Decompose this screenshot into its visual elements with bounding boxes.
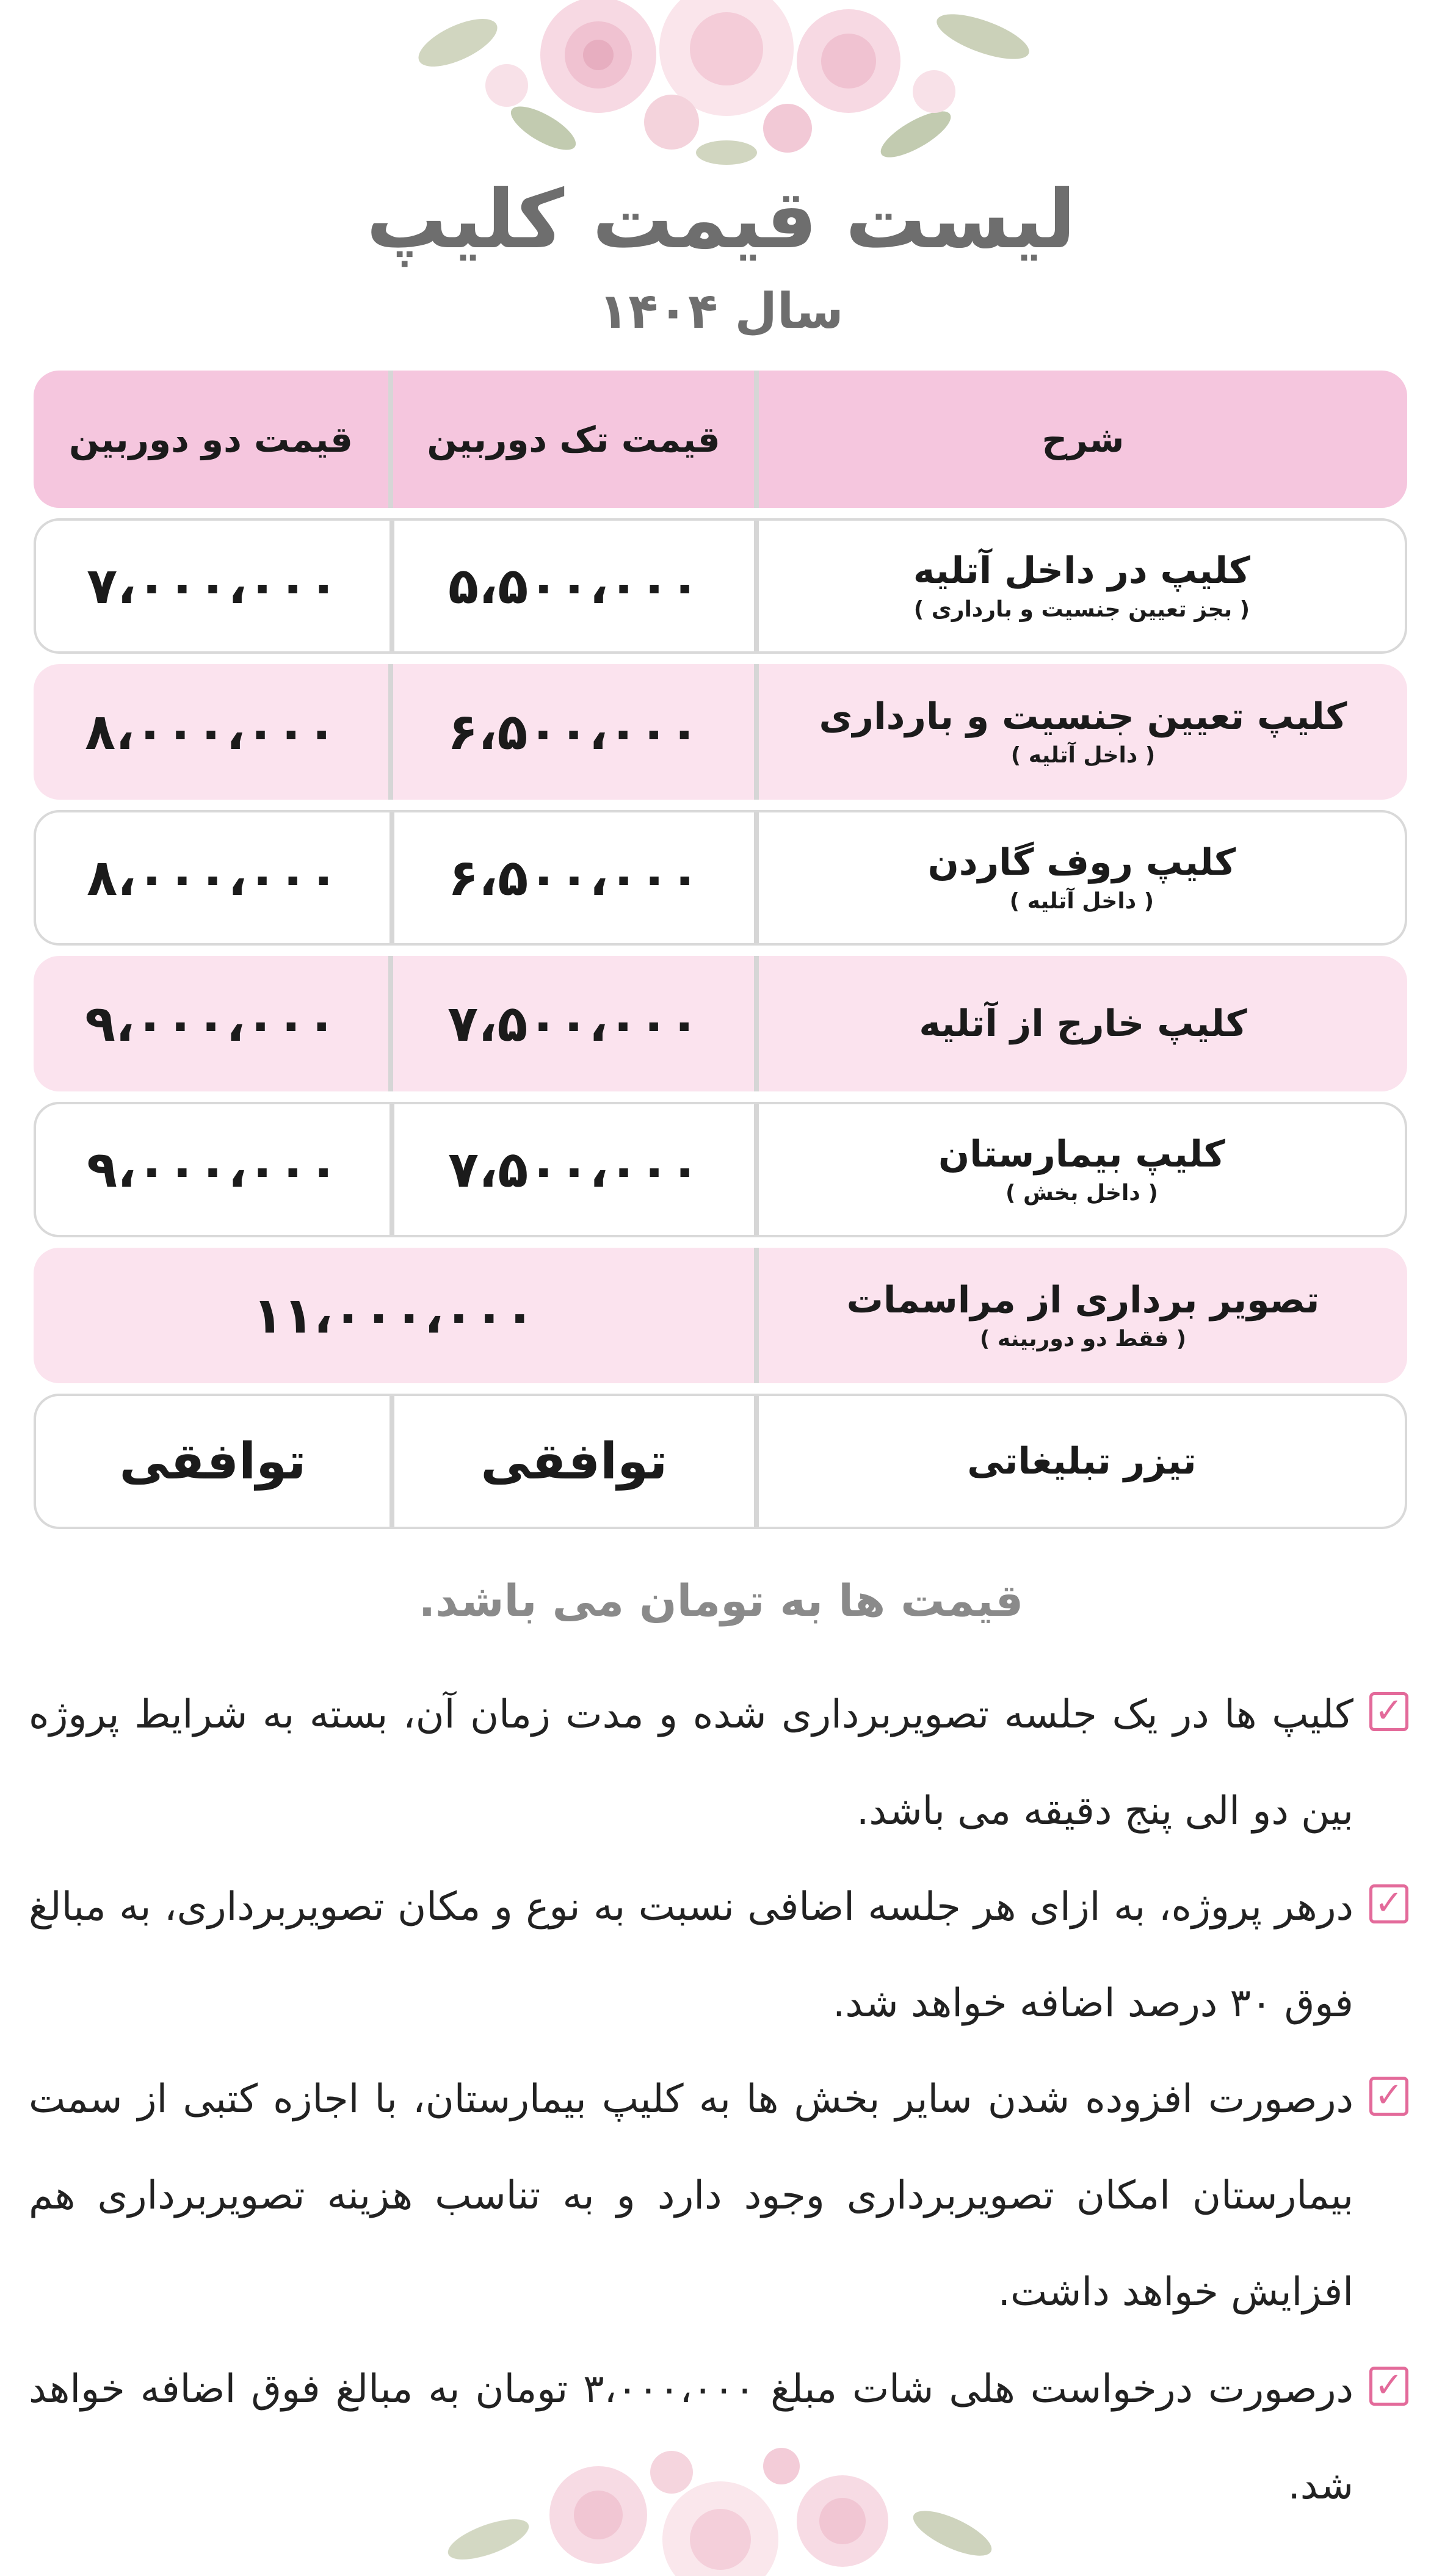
table-row [34, 1394, 1407, 1529]
row-title: کلیپ روف گاردن [927, 841, 1236, 884]
double-camera-price: ۹،۰۰۰،۰۰۰ [87, 1140, 339, 1199]
checkbox-checked-icon: ✓ [1369, 1692, 1408, 1731]
table-row [34, 810, 1407, 946]
row-note: ( فقط دو دوربینه ) [979, 1326, 1187, 1351]
row-description [759, 1396, 1405, 1527]
floral-decoration-bottom [415, 2417, 1026, 2576]
double-camera-price: ۷،۰۰۰،۰۰۰ [87, 557, 339, 615]
table-row [34, 518, 1407, 654]
page-title: لیست قیمت کلیپ [366, 173, 1076, 267]
checkbox-checked-icon: ✓ [1369, 1884, 1408, 1923]
row-note: ( داخل آتلیه ) [1009, 889, 1154, 914]
price-table [34, 371, 1407, 1539]
row-title: تصویر برداری از مراسمات [846, 1279, 1320, 1322]
row-description [759, 521, 1405, 651]
table-header-row [34, 371, 1407, 508]
row-description [759, 664, 1407, 800]
single-camera-price: ۷،۵۰۰،۰۰۰ [389, 1104, 759, 1235]
page-subtitle: سال ۱۴۰۴ [598, 283, 844, 339]
row-note: ( داخل آتلیه ) [1010, 743, 1156, 768]
table-row [34, 956, 1407, 1091]
note-bullet [29, 1859, 1408, 2052]
double-camera-price: ۹،۰۰۰،۰۰۰ [85, 994, 337, 1053]
row-title: کلیپ بیمارستان [938, 1133, 1225, 1176]
floral-decoration-top [385, 0, 1056, 177]
table-row [34, 1102, 1407, 1237]
double-camera-price: ۸،۰۰۰،۰۰۰ [85, 703, 337, 761]
single-camera-price: ۶،۵۰۰،۰۰۰ [388, 664, 759, 800]
header-double-camera: قیمت دو دوربین [69, 418, 353, 460]
table-row [34, 1248, 1407, 1383]
note-bullet [29, 1666, 1408, 1859]
row-description [759, 956, 1407, 1091]
single-camera-price: ۵،۵۰۰،۰۰۰ [389, 521, 759, 651]
table-row [34, 664, 1407, 800]
checkbox-checked-icon: ✓ [1369, 2367, 1408, 2406]
currency-note: قیمت ها به تومان می باشد. [418, 1575, 1024, 1626]
row-title: کلیپ خارج از آتلیه [919, 1002, 1247, 1045]
double-camera-price: توافقی [119, 1432, 306, 1491]
row-title: کلیپ تعیین جنسیت و بارداری [819, 695, 1347, 738]
header-single-camera: قیمت تک دوربین [388, 371, 759, 508]
header-description: شرح [1042, 418, 1125, 460]
row-note: ( بجز تعیین جنسیت و بارداری ) [913, 597, 1250, 622]
note-text: درصورت درخواست هلی شات مبلغ ۳،۰۰۰،۰۰۰ تومان به مبالغ فوق اضافه خواهد شد. [29, 2367, 1354, 2508]
row-description [759, 1248, 1407, 1383]
row-note: ( داخل بخش ) [1005, 1181, 1158, 1206]
note-text: درهر پروژه، به ازای هر جلسه اضافی نسبت به نوع و مکان تصویربرداری، به مبالغ فوق ۳۰ درصد اضافه خواهد شد. [29, 1884, 1353, 2026]
double-camera-price: ۸،۰۰۰،۰۰۰ [87, 848, 339, 907]
single-camera-price: ۷،۵۰۰،۰۰۰ [388, 956, 759, 1091]
note-text: درصورت افزوده شدن سایر بخش ها به کلیپ بیمارستان، با اجازه کتبی از سمت بیمارستان امکان تصویربرداری وجود دارد و به تناسب هزینه تصویربرداری هم افزایش خواهد داشت. [29, 2077, 1353, 2315]
row-title: تیزر تبلیغاتی [967, 1440, 1197, 1483]
note-text: کلیپ ها در یک جلسه تصویربرداری شده و مدت زمان آن، بسته به شرایط پروژه بین دو الی پنج دقیقه می باشد. [29, 1692, 1353, 1834]
checkbox-checked-icon: ✓ [1369, 2077, 1408, 2116]
single-camera-price: ۶،۵۰۰،۰۰۰ [389, 812, 759, 943]
note-bullet [29, 2051, 1408, 2340]
row-description [759, 812, 1405, 943]
merged-price: ۱۱،۰۰۰،۰۰۰ [34, 1248, 759, 1383]
row-title: کلیپ در داخل آتلیه [913, 549, 1250, 592]
single-camera-price: توافقی [389, 1396, 759, 1527]
row-description [759, 1104, 1405, 1235]
